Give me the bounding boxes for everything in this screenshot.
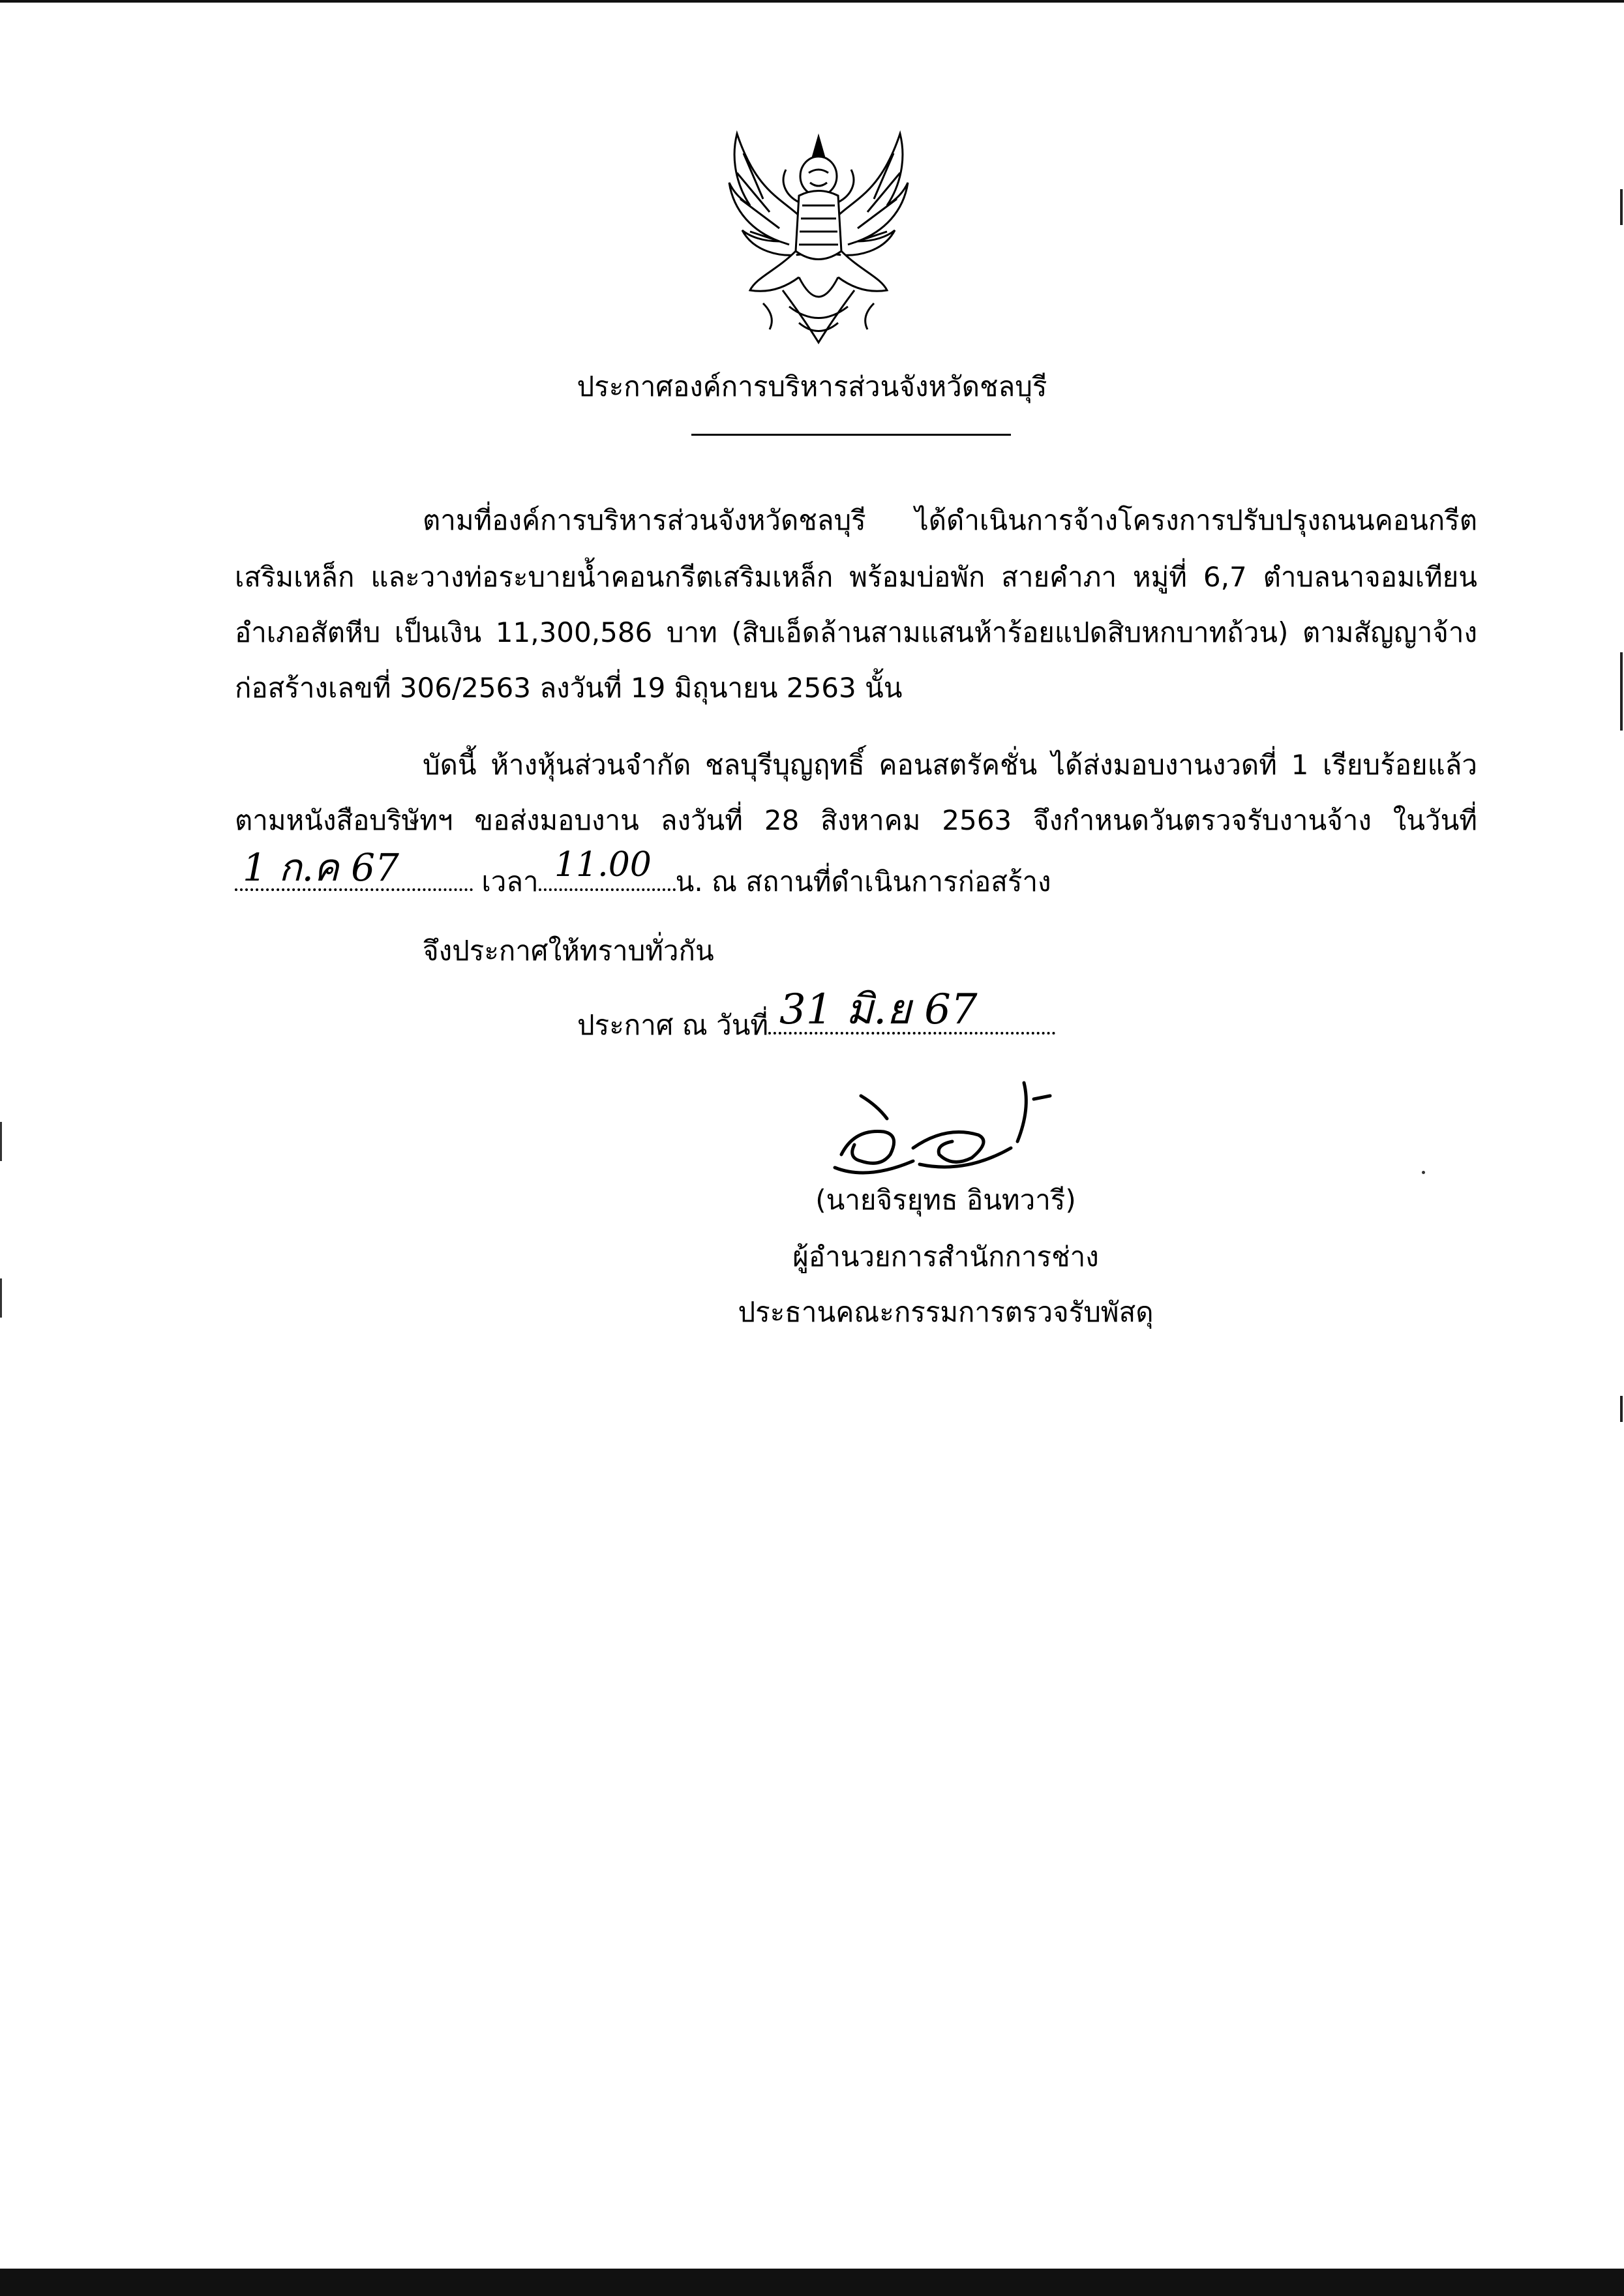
paragraph-2-line-2: ตามหนังสือบริษัทฯ ขอส่งมอบงาน ลงวันที่ 28 สิงหาคม 2563 จึงกำหนดวันตรวจรับงานจ้าง ในวันที่: [235, 804, 1477, 836]
scan-edge-mark: [1620, 652, 1623, 731]
handwritten-inspect-time: 11.00: [554, 845, 652, 884]
document-title: ประกาศองค์การบริหารส่วนจังหวัดชลบุรี: [577, 370, 1047, 402]
paragraph-1-line-1: ตามที่องค์การบริหารส่วนจังหวัดชลบุรี ได้ดำเนินการจ้างโครงการปรับปรุงถนนคอนกรีต: [423, 504, 1477, 536]
handwritten-signature: [815, 1070, 1115, 1187]
garuda-emblem: [724, 121, 913, 355]
paragraph-1-line-2: เสริมเหล็ก และวางท่อระบายน้ำคอนกรีตเสริมเหล็ก พร้อมบ่อพัก สายคำภา หมู่ที่ 6,7 ตำบลนาจอมเทียน: [235, 561, 1477, 593]
closing-statement: จึงประกาศให้ทราบทั่วกัน: [423, 935, 714, 967]
scan-edge-mark: [1620, 189, 1623, 225]
announce-label: ประกาศ ณ วันที่: [577, 1009, 769, 1041]
scan-edge-mark: [0, 1278, 2, 1318]
signatory-name: (นายจิรยุทธ อินทวารี): [815, 1184, 1076, 1216]
paragraph-2-line-1: บัดนี้ ห้างหุ้นส่วนจำกัด ชลบุรีบุญฤทธิ์ คอนสตรัคชั่น ได้ส่งมอบงานงวดที่ 1 เรียบร้อยแล้ว: [423, 749, 1477, 781]
handwritten-inspect-date: 1 ก.ค 67: [243, 845, 399, 890]
signatory-position: ผู้อำนวยการสำนักการช่าง: [792, 1241, 1099, 1273]
scan-bottom-border: [0, 2269, 1624, 2296]
scan-speck: [1422, 1171, 1425, 1174]
paragraph-1-line-4: ก่อสร้างเลขที่ 306/2563 ลงวันที่ 19 มิถุนายน 2563 นั้น: [235, 672, 903, 704]
title-underline: [691, 434, 1011, 436]
paragraph-1-line-3: อำเภอสัตหีบ เป็นเงิน 11,300,586 บาท (สิบเอ็ดล้านสามแสนห้าร้อยแปดสิบหกบาทถ้วน) ตามสัญญาจ้าง: [235, 616, 1477, 648]
signatory-role: ประธานคณะกรรมการตรวจรับพัสดุ: [738, 1296, 1154, 1328]
scan-edge-mark: [1620, 1396, 1623, 1422]
handwritten-announce-date: 31 มิ.ย 67: [779, 986, 978, 1034]
time-label: เวลา: [481, 866, 539, 898]
scan-edge-mark: [0, 1122, 2, 1161]
scan-top-border: [0, 0, 1624, 3]
paragraph-2-line-3-tail: น. ณ สถานที่ดำเนินการก่อสร้าง: [675, 866, 1051, 898]
